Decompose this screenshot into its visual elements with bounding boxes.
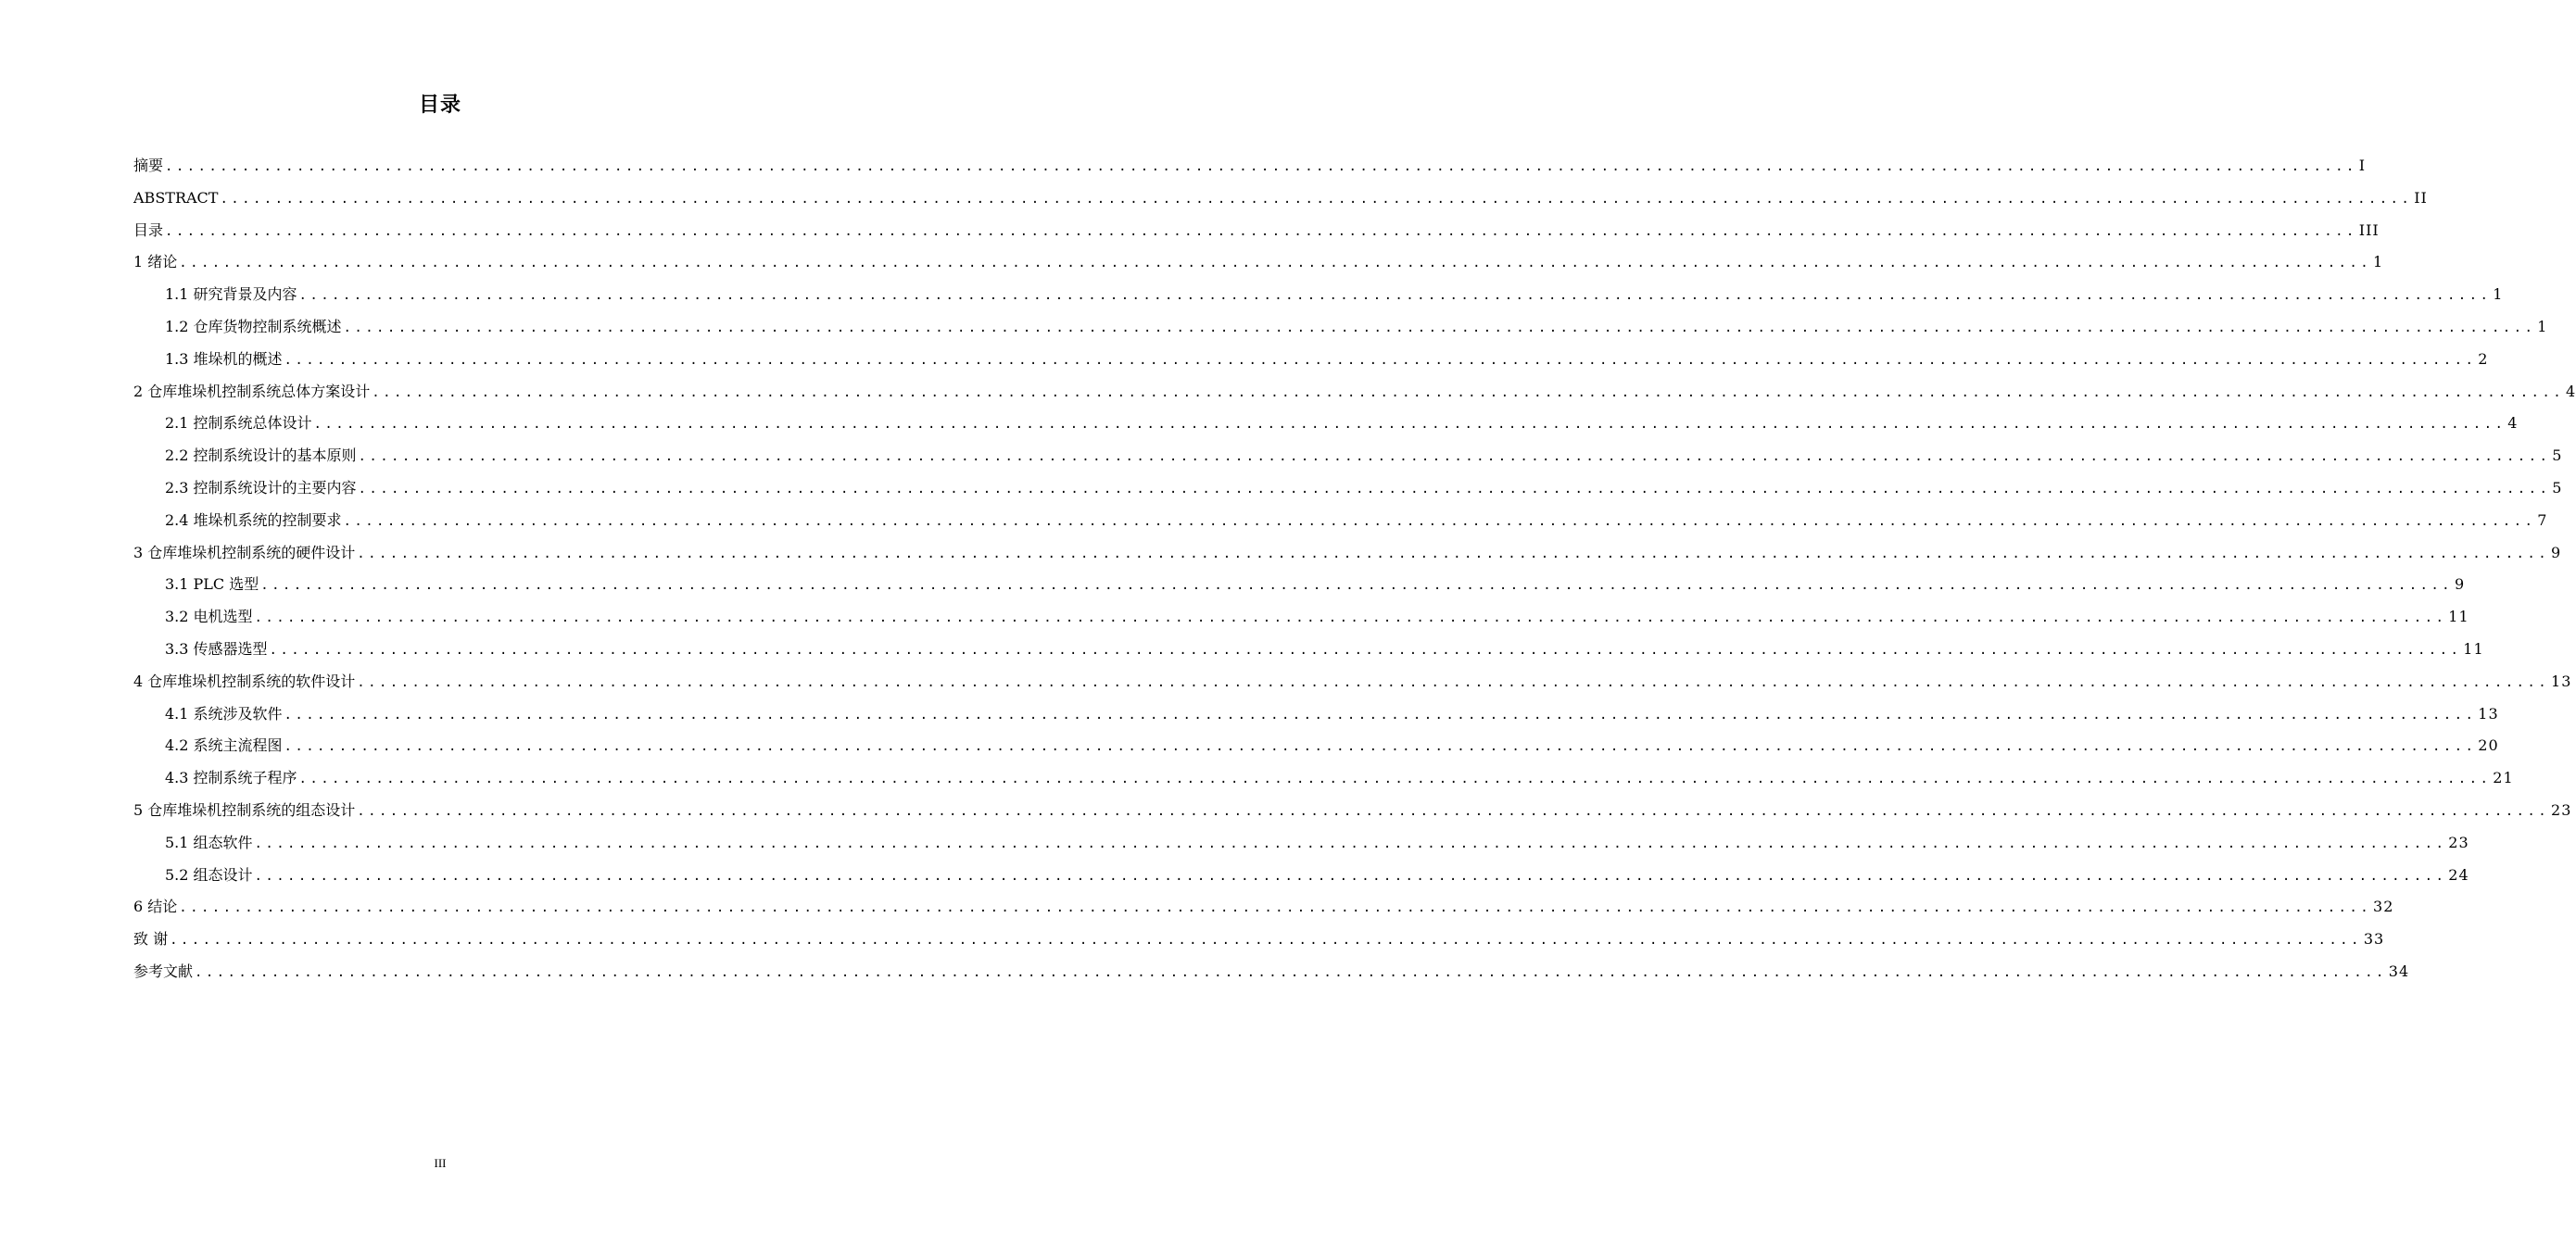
toc-entry-label: 5.2 组态设计 <box>165 865 253 884</box>
toc-dot-leader: ........................................................................................................................................................................................................ <box>343 513 2536 529</box>
page-number: III <box>434 1156 447 1170</box>
toc-entry-page: 20 <box>2478 736 2499 755</box>
toc-entry[interactable] <box>133 569 2466 601</box>
toc-dot-leader: ........................................................................................................................................................................................................ <box>195 964 2387 980</box>
toc-entry-label: 4 仓库堆垛机控制系统的软件设计 <box>133 672 356 690</box>
toc-entry-label: 参考文献 <box>133 962 194 980</box>
toc-entry-page: 4 <box>2507 414 2519 433</box>
toc-dot-leader: ........................................................................................................................................................................................................ <box>254 868 2447 884</box>
toc-dot-leader: ........................................................................................................................................................................................................ <box>170 933 2362 949</box>
toc-entry-page: 1 <box>2537 317 2548 335</box>
toc-entry-page: 33 <box>2363 930 2385 949</box>
toc-entry-page: I <box>2358 157 2367 174</box>
toc-dot-leader: ........................................................................................................................................................................................................ <box>298 772 2492 787</box>
toc-entry-page: 5 <box>2552 478 2563 497</box>
toc-dot-leader: ........................................................................................................................................................................................................ <box>254 836 2447 851</box>
toc-entry-page: 5 <box>2552 446 2563 465</box>
toc-dot-leader: ........................................................................................................................................................................................................ <box>357 674 2550 690</box>
toc-entry-label: 2.2 控制系统设计的基本原则 <box>165 446 357 465</box>
toc-entry-page: III <box>2358 220 2380 239</box>
toc-entry[interactable] <box>133 279 2504 311</box>
toc-dot-leader: ........................................................................................................................................................................................................ <box>254 610 2447 626</box>
toc-dot-leader: ........................................................................................................................................................................................................ <box>220 191 2413 207</box>
page-title: 目录 <box>418 94 461 117</box>
toc-entry-page: 23 <box>2551 800 2572 819</box>
toc-dot-leader: ........................................................................................................................................................................................................ <box>165 159 2357 174</box>
toc-entry[interactable] <box>133 795 2572 827</box>
toc-entry[interactable] <box>133 150 2367 182</box>
toc-entry-label: 3.1 PLC 选型 <box>165 575 259 594</box>
toc-entry[interactable] <box>133 472 2563 505</box>
toc-entry[interactable] <box>133 827 2469 860</box>
toc-entry-page: 1 <box>2493 285 2504 304</box>
toc-entry-label: 致 谢 <box>133 930 169 949</box>
toc-entry-page: 32 <box>2373 898 2394 916</box>
toc-dot-leader: ........................................................................................................................................................................................................ <box>284 739 2477 755</box>
toc-entry-label: 1.2 仓库货物控制系统概述 <box>165 317 342 335</box>
toc-entry-page: 7 <box>2537 510 2548 529</box>
toc-entry-page: 24 <box>2448 865 2469 884</box>
toc-entry[interactable] <box>133 505 2548 537</box>
toc-entry-page: 13 <box>2478 704 2499 723</box>
toc-entry[interactable] <box>133 924 2385 956</box>
toc-entry-label: 2.1 控制系统总体设计 <box>165 414 312 433</box>
toc-dot-leader: ........................................................................................................................................................................................................ <box>358 481 2551 497</box>
toc-dot-leader: ........................................................................................................................................................................................................ <box>165 223 2357 239</box>
toc-entry[interactable] <box>133 440 2563 472</box>
toc-entry[interactable] <box>133 537 2562 570</box>
toc-dot-leader: ........................................................................................................................................................................................................ <box>179 900 2372 916</box>
toc-entry[interactable] <box>133 215 2380 247</box>
toc-entry[interactable] <box>133 762 2514 795</box>
toc-entry-page: 9 <box>2551 543 2562 561</box>
toc-entry[interactable] <box>133 182 2428 215</box>
toc-entry[interactable] <box>133 246 2384 279</box>
toc-entry[interactable] <box>133 666 2572 698</box>
toc-entry-page: 34 <box>2388 962 2410 980</box>
toc-entry-label: 4.1 系统涉及软件 <box>165 704 283 723</box>
toc-entry-page: II <box>2414 188 2428 207</box>
toc-dot-leader: ........................................................................................................................................................................................................ <box>372 384 2565 400</box>
table-of-contents <box>133 150 2576 988</box>
toc-entry-label: 2.4 堆垛机系统的控制要求 <box>165 510 342 529</box>
toc-entry-label: 1.3 堆垛机的概述 <box>165 349 283 368</box>
toc-entry-page: 11 <box>2463 639 2484 658</box>
toc-dot-leader: ........................................................................................................................................................................................................ <box>357 803 2550 819</box>
toc-dot-leader: ........................................................................................................................................................................................................ <box>343 320 2536 335</box>
toc-dot-leader: ........................................................................................................................................................................................................ <box>298 288 2492 304</box>
toc-entry-label: 1.1 研究背景及内容 <box>165 285 297 304</box>
toc-entry[interactable] <box>133 376 2576 409</box>
toc-dot-leader: ........................................................................................................................................................................................................ <box>284 707 2477 723</box>
toc-dot-leader: ........................................................................................................................................................................................................ <box>269 642 2462 658</box>
toc-entry-label: ABSTRACT <box>133 188 219 207</box>
toc-dot-leader: ........................................................................................................................................................................................................ <box>313 417 2507 433</box>
toc-entry[interactable] <box>133 891 2394 924</box>
toc-entry-label: 目录 <box>133 220 164 239</box>
toc-entry[interactable] <box>133 634 2484 666</box>
toc-entry-page: 4 <box>2566 382 2576 400</box>
toc-entry-page: 9 <box>2455 575 2466 594</box>
toc-entry-page: 11 <box>2448 608 2469 626</box>
toc-entry-label: 2.3 控制系统设计的主要内容 <box>165 478 357 497</box>
toc-entry-label: 4.2 系统主流程图 <box>165 736 283 755</box>
toc-dot-leader: ........................................................................................................................................................................................................ <box>179 256 2372 271</box>
toc-entry-label: 4.3 控制系统子程序 <box>165 769 297 787</box>
toc-entry-page: 2 <box>2478 349 2489 368</box>
toc-entry-label: 6 结论 <box>133 898 178 916</box>
toc-entry-label: 5 仓库堆垛机控制系统的组态设计 <box>133 800 356 819</box>
toc-entry-label: 2 仓库堆垛机控制系统总体方案设计 <box>133 382 371 400</box>
toc-entry[interactable] <box>133 698 2499 731</box>
toc-dot-leader: ........................................................................................................................................................................................................ <box>260 578 2454 594</box>
toc-entry[interactable] <box>133 344 2489 376</box>
toc-entry-label: 3 仓库堆垛机控制系统的硬件设计 <box>133 543 356 561</box>
toc-entry-page: 23 <box>2448 833 2469 851</box>
toc-entry-page: 13 <box>2551 672 2572 690</box>
toc-entry[interactable] <box>133 311 2548 344</box>
toc-entry-label: 3.2 电机选型 <box>165 608 253 626</box>
toc-entry[interactable] <box>133 860 2469 892</box>
toc-entry-label: 3.3 传感器选型 <box>165 639 268 658</box>
toc-entry-label: 5.1 组态软件 <box>165 833 253 851</box>
toc-dot-leader: ........................................................................................................................................................................................................ <box>358 449 2551 465</box>
toc-entry[interactable] <box>133 408 2519 440</box>
toc-entry[interactable] <box>133 601 2469 634</box>
toc-entry-label: 摘要 <box>133 157 164 174</box>
toc-dot-leader: ........................................................................................................................................................................................................ <box>357 546 2550 561</box>
toc-entry[interactable] <box>133 956 2410 988</box>
toc-entry-label: 1 绪论 <box>133 253 178 271</box>
toc-entry-page: 21 <box>2493 769 2514 787</box>
toc-entry[interactable] <box>133 730 2499 762</box>
toc-dot-leader: ........................................................................................................................................................................................................ <box>284 352 2477 368</box>
toc-entry-page: 1 <box>2373 253 2384 271</box>
